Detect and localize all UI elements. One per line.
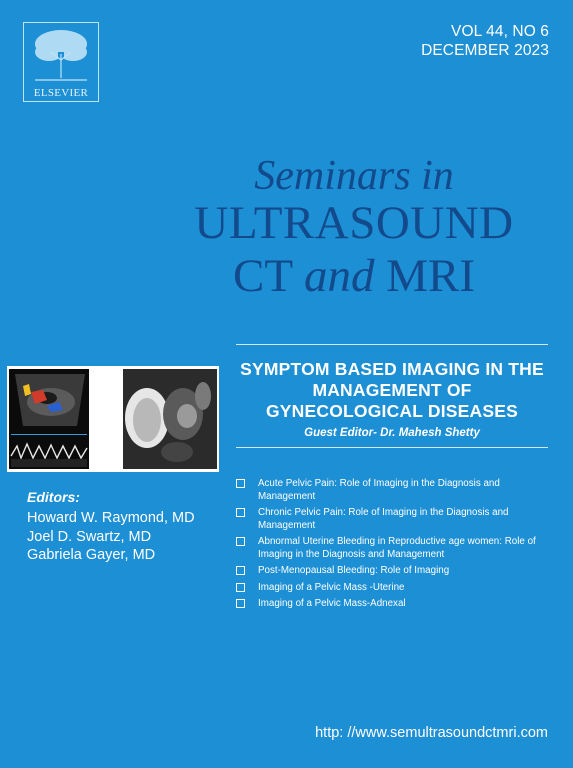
- title-and: and: [303, 250, 375, 302]
- issue-info: [421, 22, 549, 60]
- issue-date: DECEMBER 2023: [421, 42, 549, 59]
- toc-item: [236, 507, 548, 532]
- checkbox-square-icon: [236, 537, 245, 546]
- toc-item: [236, 598, 548, 611]
- title-ct: CT: [232, 250, 293, 302]
- checkbox-square-icon: [236, 479, 245, 488]
- divider-bottom: [236, 447, 548, 448]
- editor-name: Joel D. Swartz, MD: [27, 528, 152, 545]
- checkbox-square-icon: [236, 583, 245, 592]
- cover-images: [7, 366, 219, 472]
- checkbox-square-icon: [236, 508, 245, 517]
- editors-block: [27, 489, 195, 565]
- journal-title-line1: Seminars in: [254, 153, 454, 199]
- journal-url: http: //www.semultrasoundctmri.com: [315, 725, 548, 741]
- toc-item: [236, 565, 548, 578]
- title-mri: MRI: [386, 250, 475, 302]
- toc-item: [236, 478, 548, 503]
- toc-item-text: Imaging of a Pelvic Mass-Adnexal: [258, 598, 406, 609]
- toc-item-text: Chronic Pelvic Pain: Role of Imaging in the Diagnosis and Management: [258, 507, 509, 531]
- elsevier-tree-icon: [27, 26, 95, 88]
- checkbox-square-icon: [236, 566, 245, 575]
- elsevier-logo: [23, 22, 99, 102]
- editor-name: Howard W. Raymond, MD: [27, 510, 195, 526]
- editors-label: Editors:: [27, 489, 80, 505]
- editor-name: Gabriela Gayer, MD: [27, 547, 156, 563]
- toc-item-text: Post-Menopausal Bleeding: Role of Imaging: [258, 565, 450, 576]
- toc-item: [236, 536, 548, 561]
- toc-item-text: Acute Pelvic Pain: Role of Imaging in the Diagnosis and Management: [258, 478, 500, 502]
- journal-title-line3: [135, 249, 573, 303]
- checkbox-square-icon: [236, 599, 245, 608]
- volume-number: VOL 44, NO 6: [451, 23, 549, 40]
- toc-item-text: Abnormal Uterine Bleeding in Reproductive age women: Role of Imaging in the Diagnosis and Management: [258, 536, 536, 560]
- toc-item: [236, 582, 548, 595]
- publisher-name: ELSEVIER: [33, 87, 89, 99]
- table-of-contents: [236, 478, 548, 615]
- mri-image: [123, 369, 217, 469]
- theme-title: SYMPTOM BASED IMAGING IN THE MANAGEMENT OF GYNECOLOGICAL DISEASES: [240, 359, 544, 421]
- ultrasound-image: [9, 369, 89, 469]
- journal-title-line2: ULTRASOUND: [194, 197, 514, 249]
- divider-top: [236, 344, 548, 345]
- toc-item-text: Imaging of a Pelvic Mass -Uterine: [258, 581, 405, 593]
- guest-editor: Guest Editor- Dr. Mahesh Shetty: [304, 427, 480, 439]
